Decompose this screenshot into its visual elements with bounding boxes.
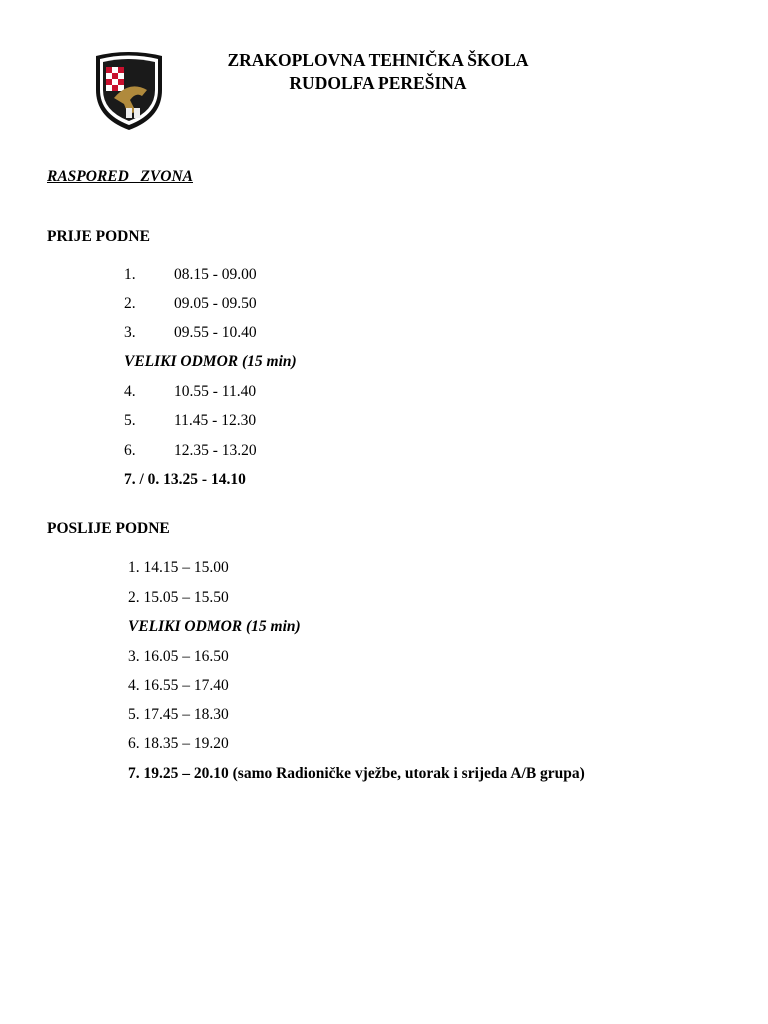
morning-row: [124, 412, 256, 430]
afternoon-row: 5. 17.45 – 18.30: [128, 706, 229, 723]
afternoon-row: 3. 16.05 – 16.50: [128, 648, 229, 665]
morning-heading: PRIJE PODNE: [47, 228, 150, 245]
period-number: 3.: [124, 324, 136, 341]
period-time: 09.55 - 10.40: [174, 324, 257, 341]
morning-row: [124, 295, 257, 313]
period-number: 6.: [124, 442, 136, 459]
page-title: RASPORED ZVONA: [47, 168, 193, 185]
morning-row: [124, 383, 256, 401]
school-crest-logo: [92, 50, 166, 132]
afternoon-heading: POSLIJE PODNE: [47, 520, 170, 537]
morning-row: [124, 266, 257, 284]
morning-break: VELIKI ODMOR (15 min): [124, 353, 297, 370]
period-number: 2.: [124, 295, 136, 312]
period-number: 4.: [124, 383, 136, 400]
period-time: 10.55 - 11.40: [174, 383, 257, 400]
period-time: 08.15 - 09.00: [174, 266, 257, 283]
morning-row: [124, 442, 257, 460]
afternoon-last-row: 7. 19.25 – 20.10 (samo Radioničke vježbe, utorak i srijeda A/B grupa): [128, 765, 585, 782]
school-name-line2: RUDOLFA PEREŠINA: [289, 73, 467, 93]
afternoon-break: VELIKI ODMOR (15 min): [128, 618, 301, 635]
afternoon-row: 4. 16.55 – 17.40: [128, 677, 229, 694]
afternoon-row: 2. 15.05 – 15.50: [128, 589, 229, 606]
period-number: 5.: [124, 412, 136, 429]
morning-row: [124, 324, 257, 342]
period-time: 11.45 - 12.30: [174, 412, 257, 429]
period-number: 1.: [124, 266, 136, 283]
school-name-header: [190, 49, 566, 95]
morning-last-row: 7. / 0. 13.25 - 14.10: [124, 471, 246, 488]
period-time: 12.35 - 13.20: [174, 442, 257, 459]
afternoon-row: 1. 14.15 – 15.00: [128, 559, 229, 576]
period-time: 09.05 - 09.50: [174, 295, 257, 312]
afternoon-row: 6. 18.35 – 19.20: [128, 735, 229, 752]
school-name-line1: ZRAKOPLOVNA TEHNIČKA ŠKOLA: [227, 50, 529, 70]
